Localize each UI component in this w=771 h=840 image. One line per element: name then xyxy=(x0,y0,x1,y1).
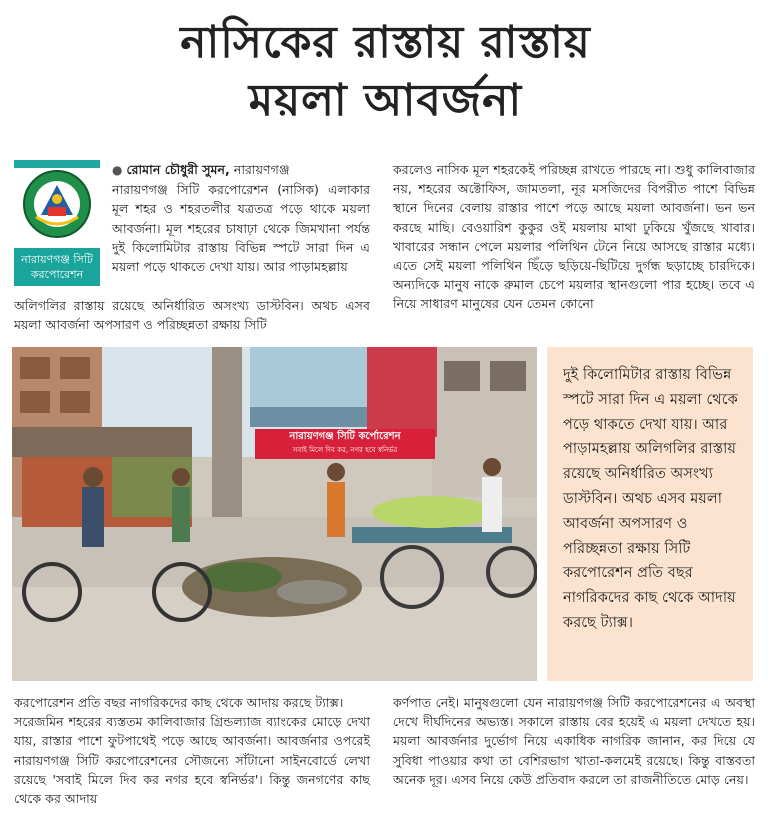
article-column-left-full xyxy=(14,296,370,334)
bottom-left-paragraph-1: করপোরেশন প্রতি বছর নাগরিকদের কাছ থেকে আদায় করছে ট্যাক্স। xyxy=(14,695,344,710)
left-full-paragraph: অলিগলির রাস্তায় রয়েছে অনির্ধারিত অসংখ্য ডাস্টবিন। অথচ এসব ময়লা আবর্জনা অপসারণ ও পরিচ্ছন্নতা রক্ষায় সিটি xyxy=(14,298,370,333)
byline-author: রোমান চৌধুরী সুমন, xyxy=(126,162,230,177)
intro-paragraph: নারায়ণগঞ্জ সিটি করপোরেশন (নাসিক) এলাকার মূল শহর ও শহরতলীর যত্রতত্র পড়ে থাকে ময়লা আবর্জনা। মূল শহরের চাষাঢ়া থেকে জিমখানা পর্যন্ত দুই কিলোমিটার রাস্তায় বিভিন্ন স্পটে সারা দিন এ ময়লা পড়ে থাকতে দেখা যায়। আর পাড়ামহল্লায় xyxy=(112,182,370,275)
logo-top-bar xyxy=(14,160,100,168)
headline xyxy=(0,14,771,130)
headline-line-2: ময়লা আবর্জনা xyxy=(248,75,523,126)
banner-title: নারায়ণগঞ্জ সিটি কর্পোরেশন xyxy=(289,431,401,442)
bottom-right-paragraph: কর্ণপাত নেই। মানুষগুলো যেন নারায়ণগঞ্জ সিটি করপোরেশনের এ অবস্থা দেখে দীর্ঘদিনের অভ্যস্ত। সকালে রাস্তায় বের হয়েই এ ময়লা দেখতে হয়। ময়লা আবর্জনার দুর্ভোগ নিয়ে একাধিক নাগরিক জানান, কর দিয়ে যে সুবিধা পাওয়ার কথা তা বেশিরভাগ খাতা-কলমেই রয়েছে। কিন্তু বাস্তবতা অনেক দূর। এসব নিয়ে কেউ প্রতিবাদ করলে তা রাজনীতিতে মোড় নেয়। xyxy=(393,695,755,787)
logo-caption xyxy=(14,248,100,286)
pull-quote-text: দুই কিলোমিটার রাস্তায় বিভিন্ন স্পটে সারা দিন এ ময়লা থেকে পড়ে থাকতে দেখা যায়। আর পাড়ামহল্লায় অলিগলির রাস্তায় রয়েছে অনির্ধারিত অসংখ্য ডাস্টবিন। অথচ এসব ময়লা আবর্জনা অপসারণ ও পরিচ্ছন্নতা রক্ষায় সিটি করপোরেশন প্রতি বছর নাগরিকদের কাছ থেকে আদায় করছে ট্যাক্স। xyxy=(563,366,738,631)
article-column-right-top xyxy=(393,160,755,314)
logo-caption-line-2: করপোরেশন xyxy=(30,268,84,281)
street-garbage-photo xyxy=(12,347,537,681)
logo-box xyxy=(14,160,100,288)
news-photo xyxy=(12,347,537,681)
bottom-left-paragraph-2: সরেজমিন শহরের ব্যস্ততম কালিবাজার গ্রিন্ডল্যাজ ব্যাংকের মোড়ে দেখা যায়, রাস্তার পাশে ফুটপাথেই পড়ে আছে আবর্জনা। আবর্জনার ওপরেই নারায়ণগঞ্জ সিটি করপোরেশনের সৌজন্যে সাঁটানো সাইনবোর্ডে লেখা রয়েছে 'সবাই মিলে দিব কর নগর হবে স্বনির্ভর'। কিন্তু জনগণের কাছ থেকে কর আদায় xyxy=(14,714,370,807)
article-column-bottom-right xyxy=(393,693,755,789)
article-column-bottom-left xyxy=(14,693,370,808)
byline xyxy=(112,160,370,180)
headline-line-1: নাসিকের রাস্তায় রাস্তায় xyxy=(180,17,591,68)
right-top-paragraph: করলেও নাসিক মূল শহরকেই পরিচ্ছন্ন রাখতে পারছে না। শুধু কালিবাজার নয়, শহরের অক্টোফিস, জামতলা, নূর মসজিদের বিপরীত পাশে বিভিন্ন স্থানে দিনের বেলায় রাস্তার পাশে পড়ে আছে ময়লা আবর্জনা। ভন ভন করছে মাছি। বেওয়ারিশ কুকুর ওই ময়লায় মাথা ঢুকিয়ে খুঁজছে খাবার। খাবারের সন্ধান পেলে ময়লার পলিথিন টেনে নিয়ে আসছে রাস্তার মধ্যে। এতে সেই ময়লা পলিথিন ছিঁড়ে ছড়িয়ে-ছিটিয়ে দুর্গন্ধ ছড়াচ্ছে চারদিকে। অন্যদিকে মানুষ নাকে রুমাল চেপে ময়লার স্থানগুলো পার হচ্ছে। তবে এ নিয়ে সাধারণ মানুষের যেন তেমন কোনো xyxy=(393,162,755,312)
pull-quote-box xyxy=(547,347,753,681)
banner-slogan: সবাই মিলে দিব কর, নগর হবে স্বনির্ভর xyxy=(292,446,398,454)
byline-location: নারায়ণগঞ্জ xyxy=(229,162,290,177)
seal-icon xyxy=(22,169,92,239)
city-corporation-logo xyxy=(14,168,100,240)
bullet-icon: ● xyxy=(112,163,123,177)
logo-caption-line-1: নারায়ণগঞ্জ সিটি xyxy=(21,253,93,266)
article-column-intro xyxy=(112,160,370,276)
photo-banner-text xyxy=(255,429,435,459)
